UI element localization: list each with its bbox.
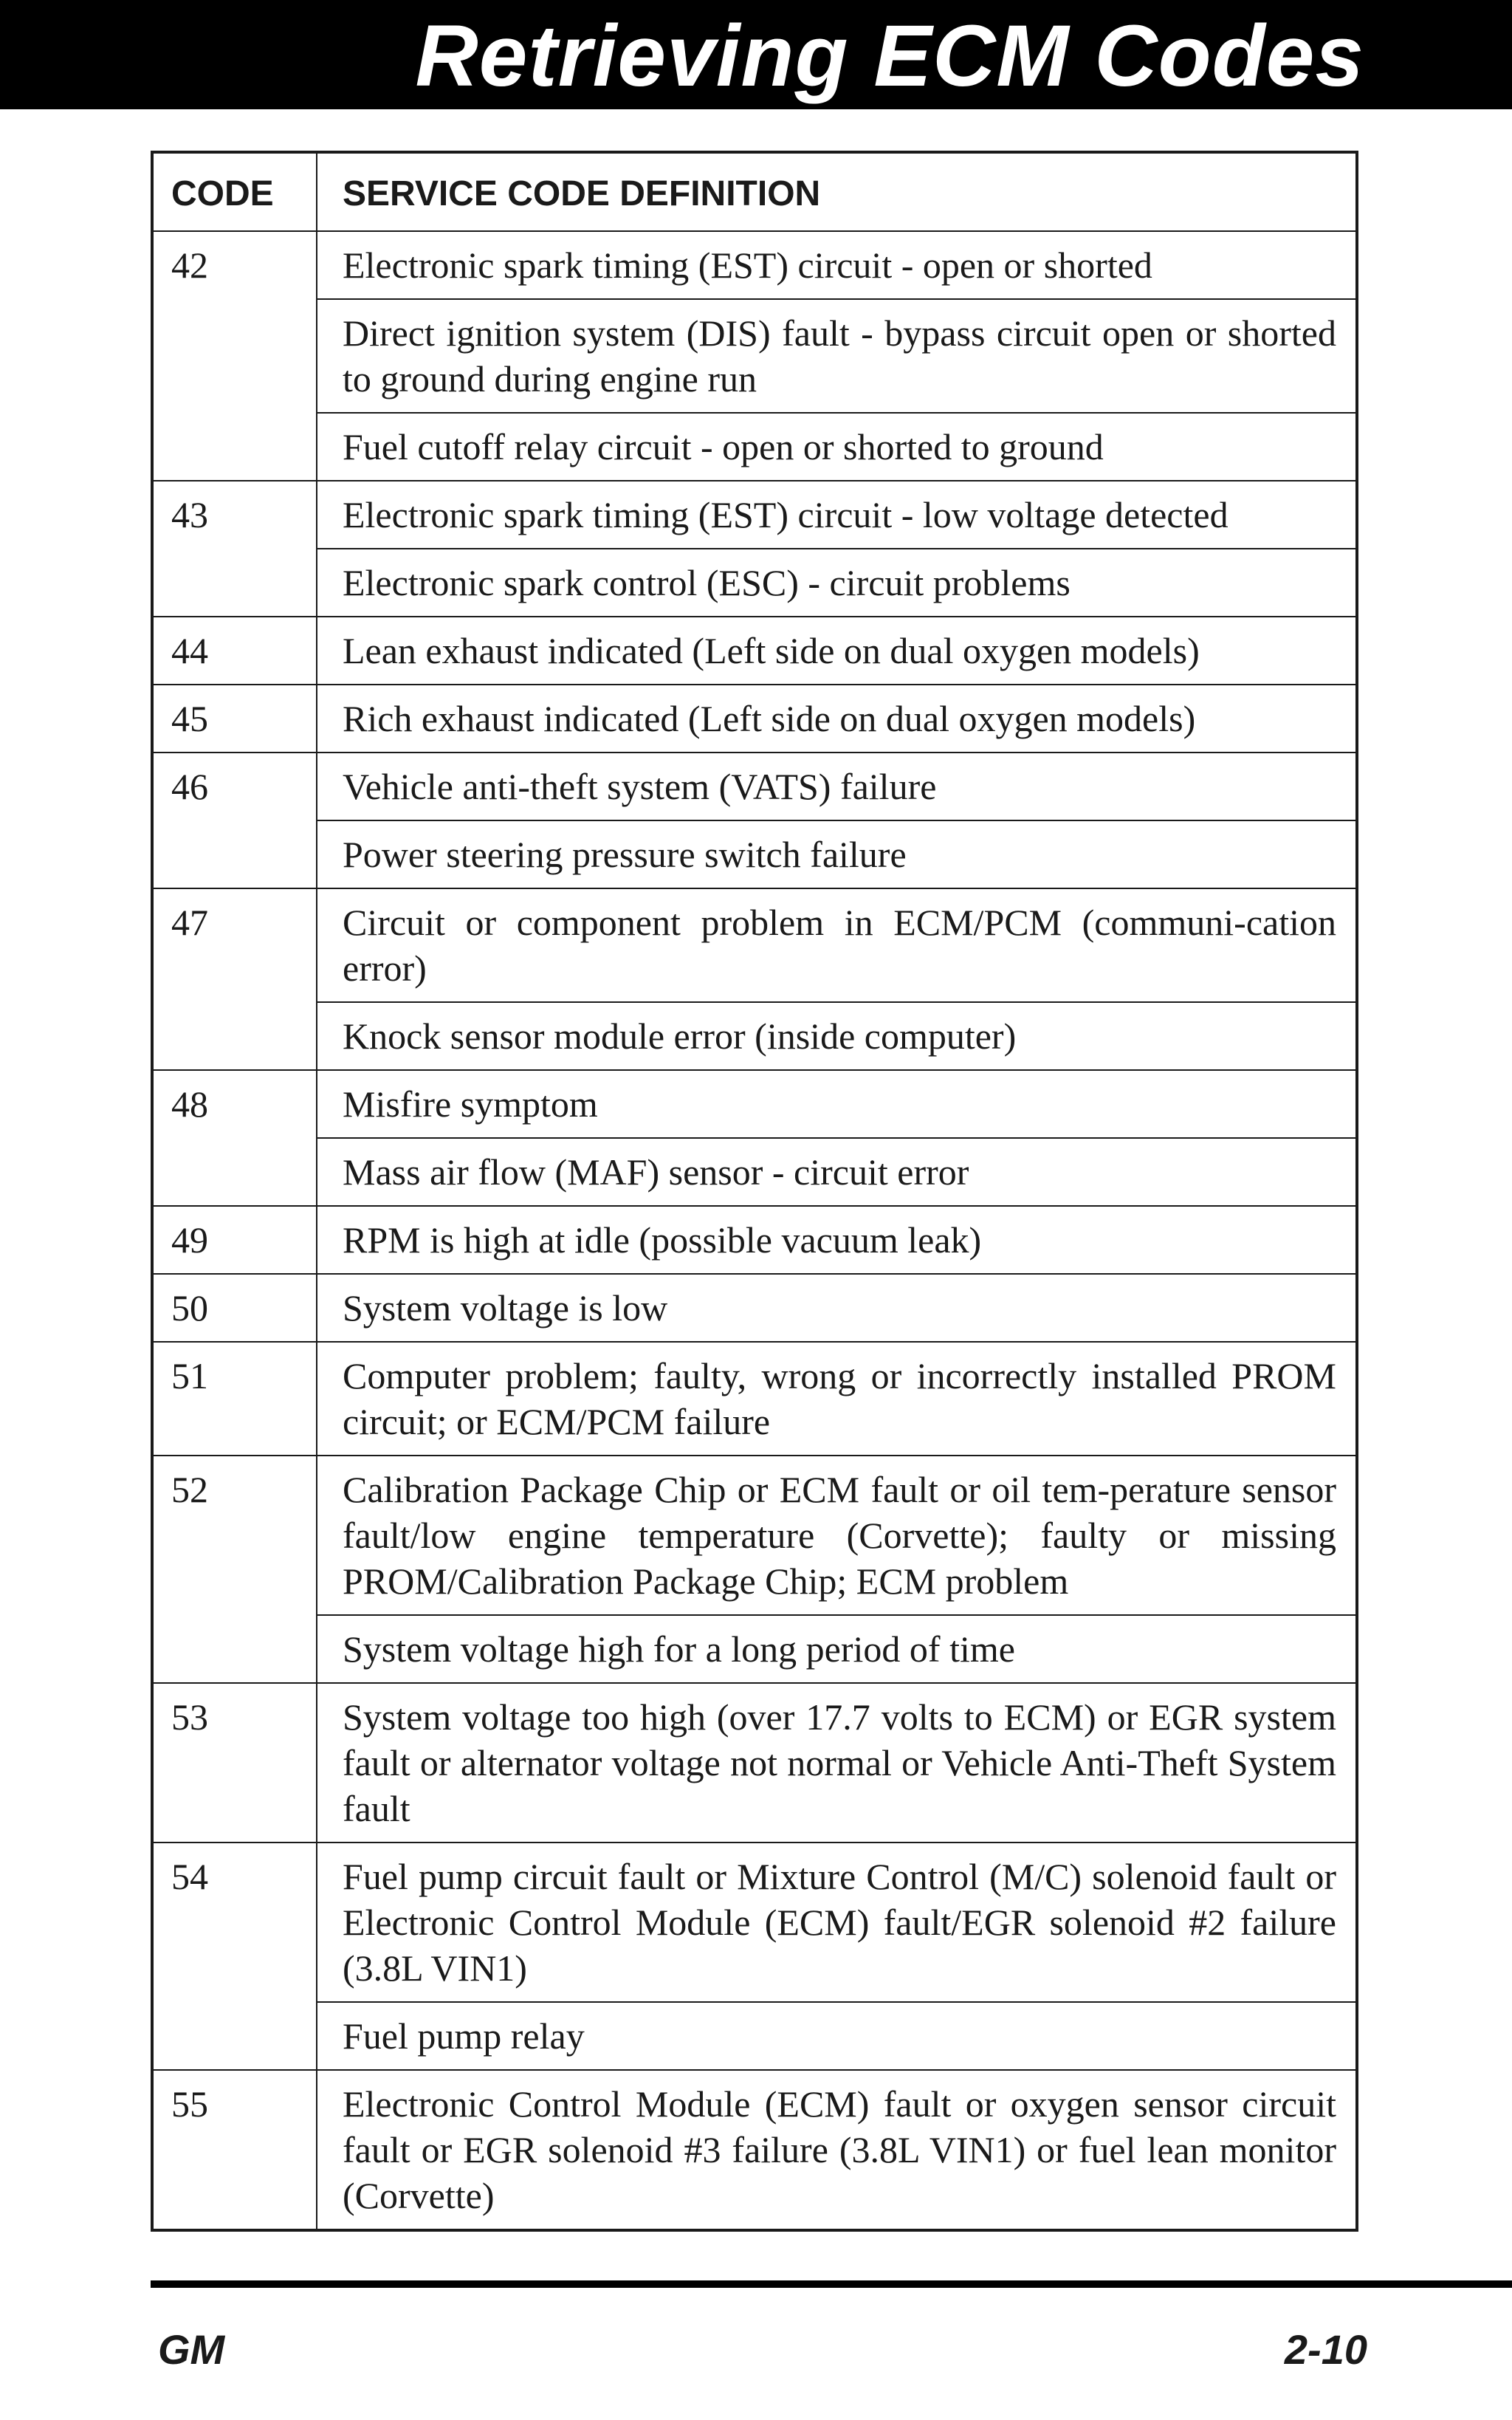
table-row [152,1683,1357,1843]
table-row [152,549,1357,617]
code-cell: 54 [152,1843,317,2070]
definition-cell: Circuit or component problem in ECM/PCM (communi-cation error) [317,888,1357,1002]
definition-cell: Mass air flow (MAF) sensor - circuit error [317,1138,1357,1206]
definition-cell: Power steering pressure switch failure [317,820,1357,888]
definition-cell: System voltage is low [317,1274,1357,1342]
definition-cell: Fuel pump circuit fault or Mixture Control (M/C) solenoid fault or Electronic Control Module (ECM) fault/EGR solenoid #2 failure (3.8L VIN1) [317,1843,1357,2002]
table-header-row [152,152,1357,231]
table-row [152,1138,1357,1206]
table-row [152,2002,1357,2070]
definition-cell: Fuel pump relay [317,2002,1357,2070]
table-row [152,2070,1357,2230]
footer-section-label: GM [158,2326,225,2373]
definition-cell: Electronic spark timing (EST) circuit - open or shorted [317,231,1357,299]
code-cell: 52 [152,1456,317,1683]
definition-cell: Fuel cutoff relay circuit - open or shorted to ground [317,413,1357,481]
code-cell: 47 [152,888,317,1070]
footer-rule [151,2280,1512,2288]
definition-cell: Electronic Control Module (ECM) fault or oxygen sensor circuit fault or EGR solenoid #3 failure (3.8L VIN1) or fuel lean monitor (Corvette) [317,2070,1357,2230]
table-row [152,1274,1357,1342]
code-cell: 51 [152,1342,317,1456]
definition-cell: System voltage high for a long period of time [317,1615,1357,1683]
table-row [152,299,1357,413]
definition-cell: Rich exhaust indicated (Left side on dual oxygen models) [317,685,1357,753]
table-body [152,231,1357,2230]
code-cell: 48 [152,1070,317,1206]
code-table-container [151,151,1358,2232]
definition-cell: Knock sensor module error (inside computer) [317,1002,1357,1070]
definition-cell: RPM is high at idle (possible vacuum leak) [317,1206,1357,1274]
table-row [152,820,1357,888]
code-cell: 42 [152,231,317,481]
footer-page-number: 2-10 [1284,2326,1367,2373]
definition-cell: Direct ignition system (DIS) fault - bypass circuit open or shorted to ground during engine run [317,299,1357,413]
table-row [152,888,1357,1002]
ecm-code-table [151,151,1358,2232]
code-cell: 53 [152,1683,317,1843]
table-row [152,617,1357,685]
table-row [152,1456,1357,1615]
page-title: Retrieving ECM Codes [415,7,1364,105]
table-row [152,685,1357,753]
code-cell: 50 [152,1274,317,1342]
code-cell: 46 [152,753,317,888]
code-cell: 45 [152,685,317,753]
table-row [152,231,1357,299]
definition-cell: Electronic spark timing (EST) circuit - low voltage detected [317,481,1357,549]
table-row [152,1843,1357,2002]
table-row [152,1002,1357,1070]
code-cell: 55 [152,2070,317,2230]
definition-cell: Vehicle anti-theft system (VATS) failure [317,753,1357,820]
definition-column-header: SERVICE CODE DEFINITION [317,152,1357,231]
table-row [152,1342,1357,1456]
definition-cell: Computer problem; faulty, wrong or incorrectly installed PROM circuit; or ECM/PCM failure [317,1342,1357,1456]
table-row [152,1206,1357,1274]
code-cell: 43 [152,481,317,617]
table-row [152,481,1357,549]
table-row [152,1615,1357,1683]
table-row [152,1070,1357,1138]
header-bar [0,0,1512,109]
definition-cell: System voltage too high (over 17.7 volts to ECM) or EGR system fault or alternator voltage not normal or Vehicle Anti-Theft System fault [317,1683,1357,1843]
table-row [152,753,1357,820]
definition-cell: Electronic spark control (ESC) - circuit problems [317,549,1357,617]
code-cell: 49 [152,1206,317,1274]
code-column-header: CODE [152,152,317,231]
code-cell: 44 [152,617,317,685]
definition-cell: Misfire symptom [317,1070,1357,1138]
table-row [152,413,1357,481]
definition-cell: Lean exhaust indicated (Left side on dual oxygen models) [317,617,1357,685]
definition-cell: Calibration Package Chip or ECM fault or oil tem-perature sensor fault/low engine temperature (Corvette); faulty or missing PROM/Calibration Package Chip; ECM problem [317,1456,1357,1615]
